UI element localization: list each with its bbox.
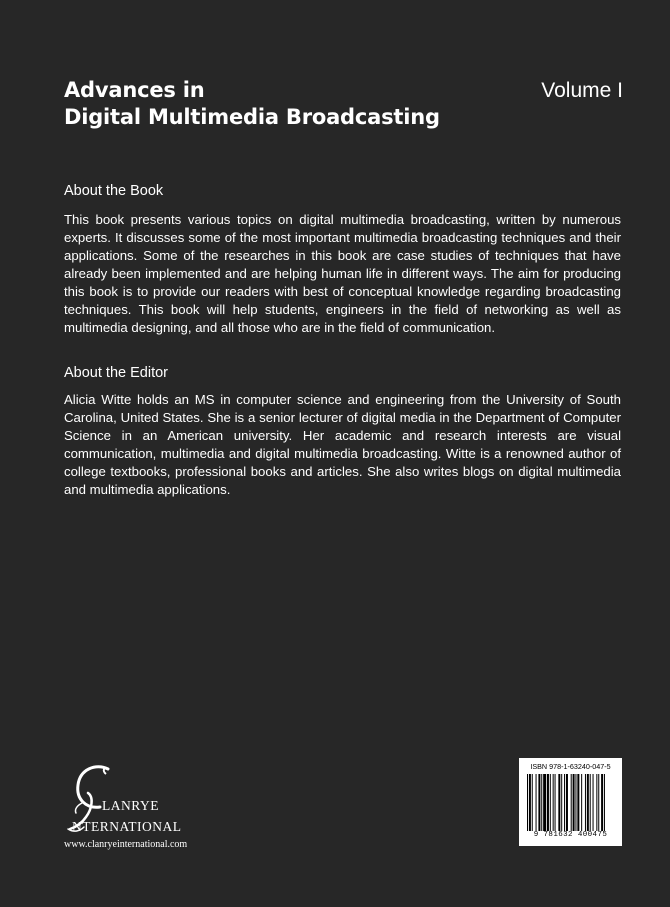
volume-label: Volume I xyxy=(541,79,623,102)
publisher-name-line2: NTERNATIONAL xyxy=(72,819,182,834)
publisher-logo xyxy=(64,763,224,855)
book-title-line1: Advances in xyxy=(64,78,205,102)
book-title-line2: Digital Multimedia Broadcasting xyxy=(64,105,440,129)
isbn-barcode-block xyxy=(519,758,622,846)
publisher-website: www.clanryeinternational.com xyxy=(64,839,188,850)
book-title xyxy=(64,77,440,131)
about-editor-body: Alicia Witte holds an MS in computer science and engineering from the University of South Carolina, United States. She is a senior lecturer of digital media in the Department of Computer Science in an American university. Her academic and research interests are visual communication, multimedia and digital multimedia broadcasting. Witte is a renowned author of college textbooks, professional books and articles. She also writes blogs on digital multimedia and multimedia applications. xyxy=(64,392,621,497)
barcode-icon xyxy=(527,774,614,831)
barcode-digits: 9 781632 400475 xyxy=(533,831,608,839)
publisher-name-line1: LANRYE xyxy=(102,798,159,813)
about-book-body: This book presents various topics on digital multimedia broadcasting, written by numerous experts. It discusses some of the most important multimedia broadcasting techniques and their applications. Some of the researches in this book are case studies of techniques that have already been implemented and are helping human life in different ways. The aim for producing this book is to provide our readers with best of conceptual knowledge regarding broadcasting techniques. This book will help students, engineers in the field of networking as well as multimedia designing, and all those who are in the field of communication. xyxy=(64,212,621,335)
about-book-heading: About the Book xyxy=(64,183,164,199)
about-editor-heading: About the Editor xyxy=(64,365,168,381)
isbn-label: ISBN 978-1-63240-047-5 xyxy=(530,762,611,771)
